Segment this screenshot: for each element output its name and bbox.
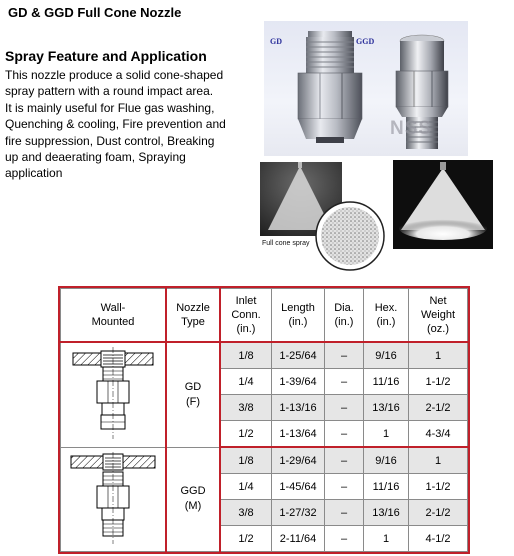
column-header: Length (in.) [272,289,325,343]
table-cell: 1-25/64 [272,342,325,369]
table-cell: – [325,447,364,474]
table-cell: 1/4 [220,369,272,395]
column-header: Dia. (in.) [325,289,364,343]
wall-mounted-illustration [61,342,167,447]
table-row [61,342,468,369]
description-line: up and deaerating foam, Spraying [5,150,186,165]
table-cell: – [325,342,364,369]
table-cell: 9/16 [364,447,409,474]
table-cell: 1-39/64 [272,369,325,395]
wall-mounted-illustration [61,447,167,552]
table-cell: 1-27/32 [272,500,325,526]
table-cell: 4-3/4 [409,421,468,448]
nozzle-type: GD (F) [166,342,220,447]
table-cell: 1/8 [220,447,272,474]
table-cell: – [325,526,364,552]
table-cell: 1-29/64 [272,447,325,474]
feature-description [5,67,255,182]
table-cell: 1-13/16 [272,395,325,421]
table-cell: 1 [364,526,409,552]
gd-wall-mount-drawing [65,345,161,441]
gd-photo-label: GD [270,37,282,46]
table-cell: 1/2 [220,421,272,448]
feature-heading: Spray Feature and Application [5,48,207,64]
nozzle-photo [264,21,468,156]
column-header: Hex. (in.) [364,289,409,343]
spec-table [60,288,468,552]
column-header: Nozzle Type [166,289,220,343]
table-cell: – [325,421,364,448]
table-cell: – [325,500,364,526]
table-cell: 2-11/64 [272,526,325,552]
table-cell: 1-45/64 [272,474,325,500]
description-line: spray pattern with a round impact area. [5,84,214,99]
table-cell: 1-1/2 [409,369,468,395]
table-cell: – [325,369,364,395]
table-cell: 2-1/2 [409,500,468,526]
full-cone-spray-photo [258,160,386,272]
description-line: fire suppression, Dust control, Breaking [5,133,215,148]
description-line: application [5,166,63,181]
table-cell: 9/16 [364,342,409,369]
table-cell: 3/8 [220,500,272,526]
column-header: Inlet Conn. (in.) [220,289,272,343]
column-header: Wall- Mounted [61,289,167,343]
table-cell: 1 [409,342,468,369]
ggd-wall-mount-drawing [65,450,161,546]
table-cell: 13/16 [364,500,409,526]
table-cell: 1/4 [220,474,272,500]
table-cell: 1 [409,447,468,474]
table-cell: 1-13/64 [272,421,325,448]
product-title: GD & GGD Full Cone Nozzle [8,5,182,20]
table-row [61,447,468,474]
table-cell: 2-1/2 [409,395,468,421]
table-cell: 11/16 [364,474,409,500]
gd-nozzle-illustration [298,31,362,143]
table-cell: 11/16 [364,369,409,395]
table-cell: 1/2 [220,526,272,552]
table-cell: 1-1/2 [409,474,468,500]
description-line: Quenching & cooling, Fire prevention and [5,117,226,132]
table-cell: 3/8 [220,395,272,421]
nozzle-type: GGD (M) [166,447,220,552]
full-cone-caption: Full cone spray [262,240,310,247]
table-cell: 4-1/2 [409,526,468,552]
watermark: NSS [390,118,433,139]
table-cell: 1 [364,421,409,448]
column-header: Net Weight (oz.) [409,289,468,343]
ggd-photo-label: GGD [356,37,375,46]
description-line: This nozzle produce a solid cone-shaped [5,68,224,82]
table-cell: – [325,474,364,500]
description-line: It is mainly useful for Flue gas washing, [5,100,215,115]
spray-pattern-photo [393,160,493,249]
table-cell: 13/16 [364,395,409,421]
table-cell: 1/8 [220,342,272,369]
table-cell: – [325,395,364,421]
